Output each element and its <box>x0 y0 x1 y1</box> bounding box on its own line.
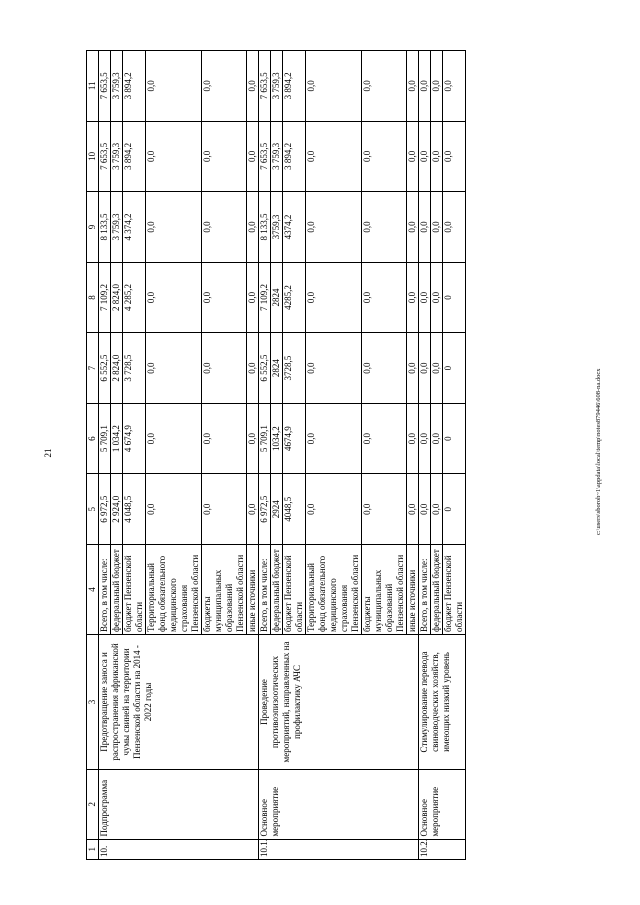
value-cell: 0,0 <box>419 474 431 545</box>
value-cell: 0,0 <box>146 192 202 263</box>
value-cell: 3 894,2 <box>123 51 146 122</box>
value-cell: 0,0 <box>407 333 419 404</box>
value-cell: 1034,2 <box>271 403 283 474</box>
funding-source: иные источники <box>247 545 259 635</box>
value-cell: 0,0 <box>247 333 259 404</box>
value-cell: 2 924,0 <box>111 474 123 545</box>
funding-source: бюджет Пензенской области <box>283 545 306 635</box>
row-title: Предотвращение заноса и распространения африканской чумы свиней на территории Пензенской области на 2014 - 2022 годы <box>99 635 259 770</box>
value-cell: 0,0 <box>202 51 247 122</box>
value-cell: 0,0 <box>306 51 362 122</box>
value-cell: 0 <box>443 474 466 545</box>
table-row <box>99 51 111 860</box>
value-cell: 0,0 <box>202 121 247 192</box>
header-row <box>87 51 99 860</box>
row-type: Основное мероприятие <box>259 770 419 840</box>
value-cell: 5 709,1 <box>259 403 271 474</box>
value-cell: 0,0 <box>443 51 466 122</box>
funding-source: бюджеты муниципальных образований Пензенской области <box>202 545 247 635</box>
value-cell: 0 <box>443 262 466 333</box>
value-cell: 3 894,2 <box>123 121 146 192</box>
row-type: Подпрограмма <box>99 770 259 840</box>
header-cell: 3 <box>87 635 99 770</box>
value-cell: 8 133,5 <box>99 192 111 263</box>
value-cell: 0,0 <box>431 51 443 122</box>
header-cell: 6 <box>87 403 99 474</box>
value-cell: 0,0 <box>247 121 259 192</box>
value-cell: 4374,2 <box>283 192 306 263</box>
header-cell: 2 <box>87 770 99 840</box>
funding-source: федеральный бюджет <box>271 545 283 635</box>
value-cell: 0,0 <box>407 403 419 474</box>
value-cell: 6 552,5 <box>259 333 271 404</box>
row-number: 10. <box>99 839 259 859</box>
value-cell: 0,0 <box>443 192 466 263</box>
value-cell: 2 824,0 <box>111 262 123 333</box>
row-type: Основное мероприятие <box>419 770 466 840</box>
value-cell: 0,0 <box>419 333 431 404</box>
value-cell: 3 728,5 <box>123 333 146 404</box>
header-cell: 4 <box>87 545 99 635</box>
header-cell: 11 <box>87 51 99 122</box>
value-cell: 3 759,3 <box>271 121 283 192</box>
funding-source: бюджет Пензенской области <box>123 545 146 635</box>
value-cell: 7 653,5 <box>99 121 111 192</box>
value-cell: 0,0 <box>362 262 407 333</box>
value-cell: 3 759,3 <box>111 51 123 122</box>
value-cell: 4048,5 <box>283 474 306 545</box>
funding-source: Всего, в том числе: <box>259 545 271 635</box>
funding-source: федеральный бюджет <box>431 545 443 635</box>
value-cell: 0,0 <box>407 51 419 122</box>
value-cell: 0,0 <box>146 474 202 545</box>
value-cell: 0,0 <box>431 403 443 474</box>
value-cell: 0,0 <box>362 474 407 545</box>
value-cell: 4 374,2 <box>123 192 146 263</box>
value-cell: 0,0 <box>247 51 259 122</box>
value-cell: 5 709,1 <box>99 403 111 474</box>
value-cell: 0,0 <box>362 403 407 474</box>
file-path-footer: c:\users\sboroh~1\appdata\local\temp\notes879446\608-na.docx <box>595 368 602 535</box>
value-cell: 6 552,5 <box>99 333 111 404</box>
value-cell: 0,0 <box>247 192 259 263</box>
value-cell: 0,0 <box>419 121 431 192</box>
value-cell: 0,0 <box>202 403 247 474</box>
value-cell: 0,0 <box>419 403 431 474</box>
funding-source: Территориальный фонд обязательного медицинского страхования Пензенской области <box>146 545 202 635</box>
value-cell: 0,0 <box>146 262 202 333</box>
value-cell: 0,0 <box>146 121 202 192</box>
value-cell: 0,0 <box>202 262 247 333</box>
value-cell: 0,0 <box>306 121 362 192</box>
value-cell: 7 109,2 <box>259 262 271 333</box>
value-cell: 0,0 <box>362 333 407 404</box>
value-cell: 4674,9 <box>283 403 306 474</box>
value-cell: 7 653,5 <box>259 121 271 192</box>
value-cell: 6 972,5 <box>259 474 271 545</box>
value-cell: 2 824,0 <box>111 333 123 404</box>
value-cell: 4 674,9 <box>123 403 146 474</box>
value-cell: 0,0 <box>306 262 362 333</box>
value-cell: 0,0 <box>407 474 419 545</box>
value-cell: 0,0 <box>306 403 362 474</box>
value-cell: 0 <box>443 403 466 474</box>
row-title: Стимулирование перевода свиноводческих хозяйств, имеющих низкий уровень <box>419 635 466 770</box>
funding-source: Всего, в том числе: <box>419 545 431 635</box>
value-cell: 0,0 <box>247 474 259 545</box>
funding-source: Территориальный фонд обязательного медицинского страхования Пензенской области <box>306 545 362 635</box>
value-cell: 0,0 <box>247 403 259 474</box>
value-cell: 7 653,5 <box>259 51 271 122</box>
value-cell: 0,0 <box>407 121 419 192</box>
value-cell: 3 759,3 <box>111 121 123 192</box>
value-cell: 0,0 <box>431 474 443 545</box>
rotated-table-container <box>86 50 591 860</box>
value-cell: 0,0 <box>146 333 202 404</box>
value-cell: 4 285,2 <box>123 262 146 333</box>
header-cell: 1 <box>87 839 99 859</box>
value-cell: 0,0 <box>431 192 443 263</box>
value-cell: 0,0 <box>306 474 362 545</box>
value-cell: 2924 <box>271 474 283 545</box>
value-cell: 8 133,5 <box>259 192 271 263</box>
value-cell: 0,0 <box>431 333 443 404</box>
header-cell: 9 <box>87 192 99 263</box>
value-cell: 0,0 <box>362 192 407 263</box>
funding-source: Всего, в том числе: <box>99 545 111 635</box>
value-cell: 0,0 <box>419 192 431 263</box>
value-cell: 3728,5 <box>283 333 306 404</box>
value-cell: 0,0 <box>362 51 407 122</box>
funding-source: бюджеты муниципальных образований Пензенской области <box>362 545 407 635</box>
value-cell: 3759,3 <box>271 192 283 263</box>
value-cell: 0,0 <box>247 262 259 333</box>
header-cell: 5 <box>87 474 99 545</box>
value-cell: 0,0 <box>306 192 362 263</box>
value-cell: 6 972,5 <box>99 474 111 545</box>
budget-table <box>86 50 466 860</box>
header-cell: 10 <box>87 121 99 192</box>
value-cell: 1 034,2 <box>111 403 123 474</box>
value-cell: 0,0 <box>407 192 419 263</box>
value-cell: 4 048,5 <box>123 474 146 545</box>
value-cell: 0,0 <box>146 403 202 474</box>
funding-source: иные источники <box>407 545 419 635</box>
value-cell: 7 109,2 <box>99 262 111 333</box>
row-title: Проведение противоэпизоотических мероприятий, направленных на профилактику АЧС <box>259 635 419 770</box>
value-cell: 0,0 <box>431 262 443 333</box>
table-row <box>259 51 271 860</box>
value-cell: 3 759,3 <box>271 51 283 122</box>
value-cell: 7 653,5 <box>99 51 111 122</box>
header-cell: 7 <box>87 333 99 404</box>
value-cell: 4285,2 <box>283 262 306 333</box>
value-cell: 0,0 <box>146 51 202 122</box>
value-cell: 0,0 <box>202 333 247 404</box>
value-cell: 2824 <box>271 262 283 333</box>
header-cell: 8 <box>87 262 99 333</box>
value-cell: 0,0 <box>419 262 431 333</box>
value-cell: 0,0 <box>431 121 443 192</box>
value-cell: 0,0 <box>306 333 362 404</box>
value-cell: 3 894,2 <box>283 51 306 122</box>
value-cell: 0,0 <box>202 192 247 263</box>
funding-source: бюджет Пензенской области <box>443 545 466 635</box>
value-cell: 0,0 <box>202 474 247 545</box>
value-cell: 3 894,2 <box>283 121 306 192</box>
value-cell: 3 759,3 <box>111 192 123 263</box>
page-number: 21 <box>43 448 53 458</box>
funding-source: федеральный бюджет <box>111 545 123 635</box>
value-cell: 0,0 <box>419 51 431 122</box>
table-row <box>419 51 431 860</box>
value-cell: 2824 <box>271 333 283 404</box>
value-cell: 0,0 <box>407 262 419 333</box>
value-cell: 0 <box>443 333 466 404</box>
row-number: 10.2. <box>419 839 466 859</box>
row-number: 10.1. <box>259 839 419 859</box>
value-cell: 0,0 <box>443 121 466 192</box>
value-cell: 0,0 <box>362 121 407 192</box>
